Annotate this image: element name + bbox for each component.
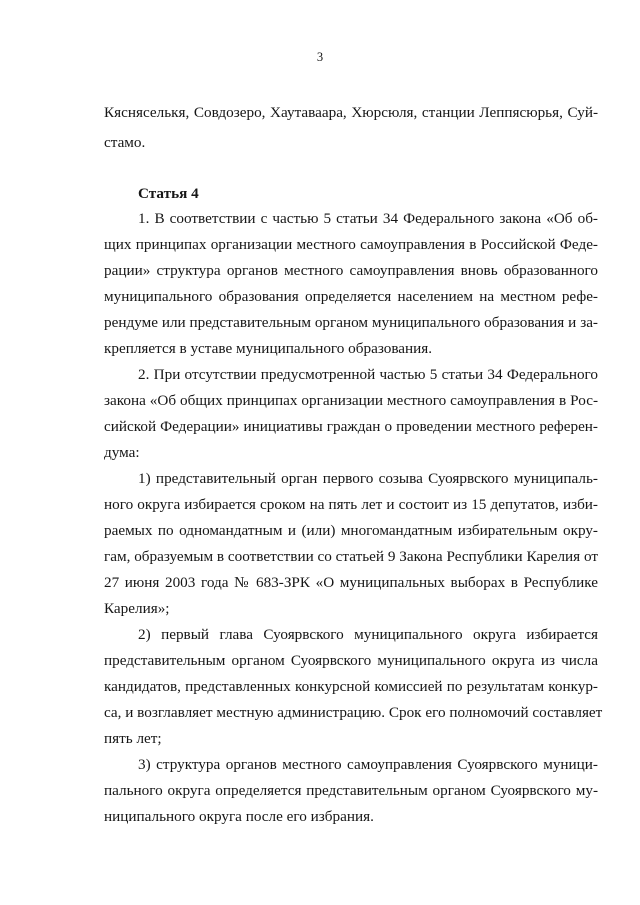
text-line: ниципального округа после его избрания. xyxy=(104,808,374,825)
text-line: пять лет; xyxy=(104,730,162,747)
text-line: пального округа определяется представительным органом Суоярвского му- xyxy=(104,782,598,799)
text-line: крепляется в уставе муниципального образования. xyxy=(104,340,433,357)
text-line: 1) представительный орган первого созыва Суоярвского муниципаль- xyxy=(138,470,598,487)
text-line: са, и возглавляет местную администрацию. Срок его полномочий составляет xyxy=(104,704,603,721)
text-line: гам, образуемым в соответствии со статьей 9 Закона Республики Карелия от xyxy=(104,548,598,565)
text-line: стамо. xyxy=(104,134,146,151)
text-line: 2) первый глава Суоярвского муниципального округа избирается xyxy=(138,626,598,643)
article-heading: Статья 4 xyxy=(138,185,199,202)
text-line: рендуме или представительным органом муниципального образования и за- xyxy=(104,314,598,331)
text-line: кандидатов, представленных конкурсной комиссией по результатам конкур- xyxy=(104,678,598,695)
text-line: Карелия»; xyxy=(104,600,170,617)
text-line: муниципального образования определяется населением на местном рефе- xyxy=(104,288,598,305)
text-line: раемых по одномандатным и (или) многомандатным избирательным окру- xyxy=(104,522,598,539)
text-line: сийской Федерации» инициативы граждан о проведении местного референ- xyxy=(104,418,598,435)
text-line: закона «Об общих принципах организации местного самоуправления в Рос- xyxy=(104,392,598,409)
text-line: Кясняселькя, Совдозеро, Хаутаваара, Хюрсюля, станции Леппясюрья, Суй- xyxy=(104,104,598,121)
text-line: рации» структура органов местного самоуправления вновь образованного xyxy=(104,262,598,279)
text-line: ного округа избирается сроком на пять лет и состоит из 15 депутатов, изби- xyxy=(104,496,598,513)
text-line: щих принципах организации местного самоуправления в Российской Феде- xyxy=(104,236,598,253)
text-line: 2. При отсутствии предусмотренной частью 5 статьи 34 Федерального xyxy=(138,366,598,383)
text-line: 1. В соответствии с частью 5 статьи 34 Федерального закона «Об об- xyxy=(138,210,598,227)
text-line: 27 июня 2003 года № 683-ЗРК «О муниципальных выборах в Республике xyxy=(104,574,598,591)
text-line: 3) структура органов местного самоуправления Суоярвского муници- xyxy=(138,756,598,773)
page-number: 3 xyxy=(316,50,324,64)
text-line: представительным органом Суоярвского муниципального округа из числа xyxy=(104,652,598,669)
text-line: дума: xyxy=(104,444,140,461)
